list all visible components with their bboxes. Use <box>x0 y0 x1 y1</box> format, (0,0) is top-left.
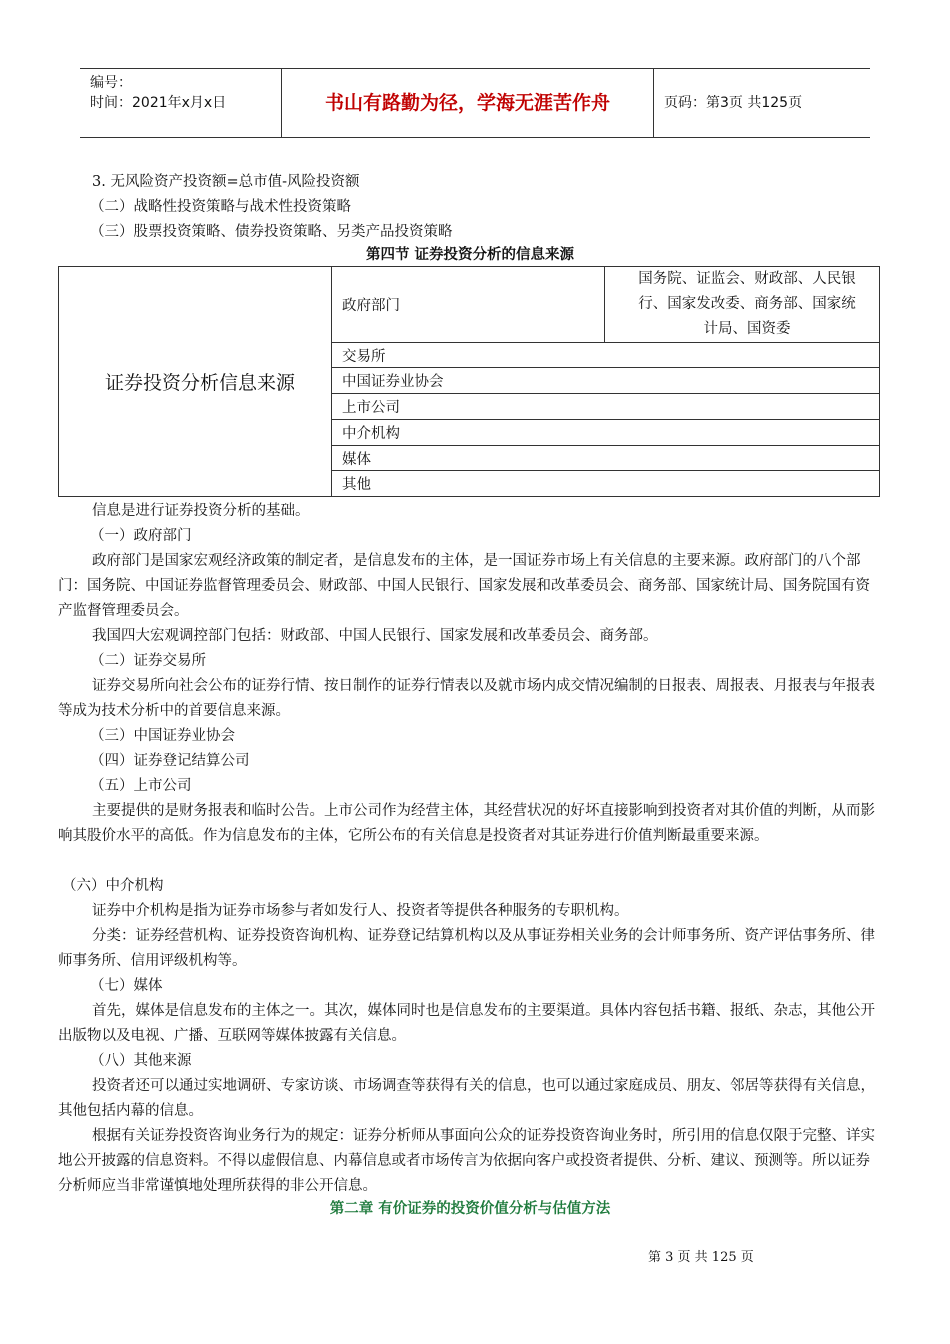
lead-text: 信息是进行证券投资分析的基础。 <box>92 503 310 519</box>
chapter-title: 第二章 有价证券的投资价值分析与估值方法 <box>329 1200 611 1217</box>
table-left-label: 证券投资分析信息来源 <box>59 267 332 497</box>
para-exchange: 证券交易所向社会公布的证券行情、按日制作的证券行情表以及就市场内成交情况编制的日报表、周报表、月报表与年报表等成为技术分析中的首要信息来源。 <box>58 678 875 719</box>
para-intermediary: 证券中介机构是指为证券市场参与者如发行人、投资者等提供各种服务的专职机构。 <box>92 903 629 919</box>
para-listed: 主要提供的是财务报表和临时公告。上市公司作为经营主体，其经营状况的好坏直接影响到投资者对其价值的判断，从而影响其股价水平的高低。作为信息发布的主体，它所公布的有关信息是投资者对其证券进行价值判断最重要来源。 <box>58 803 875 844</box>
para-four-depts: 我国四大宏观调控部门包括：财政部、中国人民银行、国家发展和改革委员会、商务部。 <box>92 628 658 644</box>
table-gov-detail <box>605 267 880 343</box>
table-row: 中国证券业协会 <box>332 368 880 394</box>
gov-detail-line: 国务院、证监会、财政部、人民银 <box>638 271 856 287</box>
number-label: 编号： <box>90 75 132 91</box>
table-gov-label: 政府部门 <box>332 267 605 343</box>
table-row: 媒体 <box>332 446 880 471</box>
header-info <box>80 69 282 137</box>
time-label: 时间：2021年x月x日 <box>90 95 227 111</box>
para-media: 首先，媒体是信息发布的主体之一。其次，媒体同时也是信息发布的主要渠道。具体内容包括书籍、报纸、杂志，其他公开出版物以及电视、广播、互联网等媒体披露有关信息。 <box>58 1003 875 1044</box>
heading-listed: （五）上市公司 <box>90 778 192 794</box>
heading-media: （七）媒体 <box>90 978 163 994</box>
gov-detail-line: 行、国家发改委、商务部、国家统 <box>638 296 856 312</box>
header-page-label: 页码：第3页 共125页 <box>664 95 803 111</box>
page-footer: 第 3 页 共 125 页 <box>648 1250 754 1265</box>
page-header <box>80 68 870 138</box>
heading-other: （八）其他来源 <box>90 1053 192 1069</box>
info-source-table <box>58 266 880 497</box>
gov-detail-line: 计局、国资委 <box>703 321 791 337</box>
heading-exchange: （二）证券交易所 <box>90 653 206 669</box>
heading-association: （三）中国证券业协会 <box>90 728 235 744</box>
table-row: 上市公司 <box>332 394 880 420</box>
para-regulation: 根据有关证券投资咨询业务行为的规定：证券分析师从事面向公众的证券投资咨询业务时，所引用的信息仅限于完整、详实地公开披露的信息资料。不得以虚假信息、内幕信息或者市场传言为依据向客户或投资者提供、分析、建议、预测等。所以证券分析师应当非常谨慎地处理所获得的非公开信息。 <box>58 1128 875 1194</box>
intro-line-1: 3. 无风险资产投资额=总市值-风险投资额 <box>92 174 360 190</box>
intro-line-2: （二）战略性投资策略与战术性投资策略 <box>90 199 351 215</box>
para-classification: 分类：证券经营机构、证券投资咨询机构、证券登记结算机构以及从事证券相关业务的会计师事务所、资产评估事务所、律师事务所、信用评级机构等。 <box>58 928 875 969</box>
heading-gov: （一）政府部门 <box>90 528 192 544</box>
section-title: 第四节 证券投资分析的信息来源 <box>365 246 575 263</box>
para-other: 投资者还可以通过实地调研、专家访谈、市场调查等获得有关的信息，也可以通过家庭成员、朋友、邻居等获得有关信息，其他包括内幕的信息。 <box>58 1078 875 1119</box>
heading-intermediary: （六）中介机构 <box>62 878 164 894</box>
heading-clearing: （四）证券登记结算公司 <box>90 753 250 769</box>
table-row: 交易所 <box>332 343 880 368</box>
intro-line-3: （三）股票投资策略、债券投资策略、另类产品投资策略 <box>90 224 453 240</box>
para-gov: 政府部门是国家宏观经济政策的制定者，是信息发布的主体，是一国证券市场上有关信息的主要来源。政府部门的八个部门：国务院、中国证券监督管理委员会、财政部、中国人民银行、国家发展和改革委员会、商务部、国家统计局、国务院国有资产监督管理委员会。 <box>58 553 870 619</box>
header-motto: 书山有路勤为径，学海无涯苦作舟 <box>282 69 654 137</box>
table-row: 其他 <box>332 471 880 497</box>
table-row: 中介机构 <box>332 420 880 446</box>
